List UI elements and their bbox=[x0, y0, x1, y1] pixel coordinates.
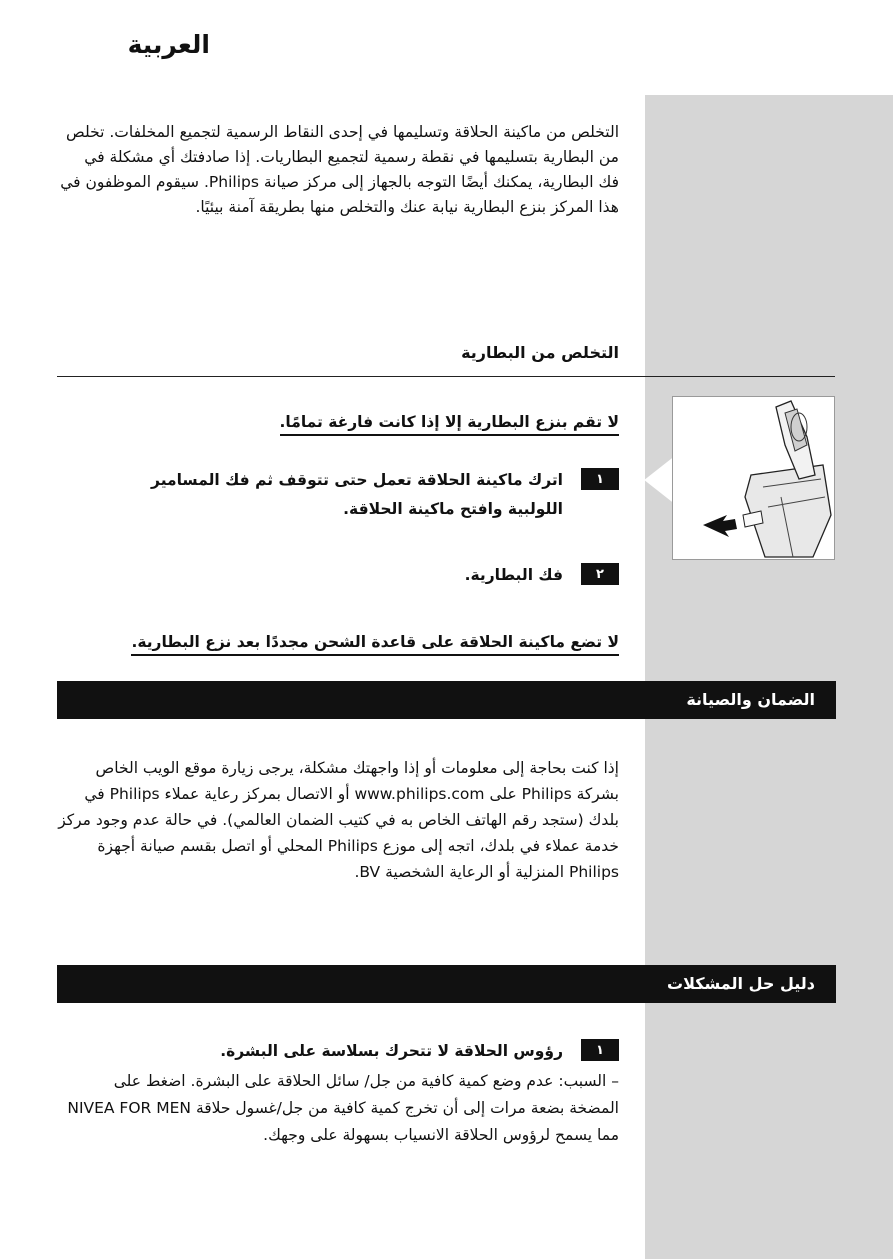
guarantee-section-bar: الضمان والصيانة bbox=[57, 681, 836, 719]
disposal-paragraph: التخلص من ماكينة الحلاقة وتسليمها في إحدى النقاط الرسمية لتجميع المخلفات. تخلص من البطارية بتسليمها في نقطة رسمية لتجميع البطاريات. إذا صادفتك أي مشكلة في فك البطارية، يمكنك أيضًا التوجه بالجهاز إلى مركز صيانة Philips. سيقوم الموظفون في هذا المركز بنزع البطارية نيابة عنك والتخلص منها بطريقة آمنة بيئيًا. bbox=[60, 123, 619, 216]
battery-warning-top: لا تقم بنزع البطارية إلا إذا كانت فارغة تمامًا. bbox=[60, 413, 619, 431]
troubleshooting-section-bar: دليل حل المشكلات bbox=[57, 965, 836, 1003]
section-divider bbox=[57, 376, 835, 377]
shaver-drawing bbox=[673, 397, 834, 559]
troubleshooting-item-1 bbox=[60, 1037, 619, 1066]
side-margin-column bbox=[645, 95, 893, 1259]
problem-cause-text: – السبب: عدم وضع كمية كافية من جل/ سائل الحلاقة على البشرة. اضغط على المضخة بضعة مرات إلى أن تخرج كمية كافية من جل/غسول حلاقة NIVEA FOR MEN مما يسمح لرؤوس الحلاقة الانسياب بسهولة على وجهك. bbox=[67, 1072, 619, 1144]
language-title: العربية bbox=[127, 30, 210, 59]
step-text: اترك ماكينة الحلاقة تعمل حتى تتوقف ثم فك المسامير اللولبية وافتح ماكينة الحلاقة. bbox=[151, 471, 563, 518]
step-number-badge: ١ bbox=[581, 1039, 619, 1061]
problem-title: رؤوس الحلاقة لا تتحرك بسلاسة على البشرة. bbox=[220, 1042, 563, 1060]
step-text: فك البطارية. bbox=[464, 566, 563, 584]
step-number-badge: ٢ bbox=[581, 563, 619, 585]
step-1 bbox=[100, 466, 619, 524]
guarantee-paragraph: إذا كنت بحاجة إلى معلومات أو إذا واجهتك مشكلة، يرجى زيارة موقع الويب الخاص بشركة Philips على www.philips.com أو الاتصال بمركز رعاية عملاء Philips في بلدك (ستجد رقم الهاتف الخاص به في كتيب الضمان العالمي). في حالة عدم وجود مركز خدمة عملاء في بلدك، اتجه إلى موزع Philips المحلي أو اتصل بقسم صيانة أجهزة Philips المنزلية أو الرعاية الشخصية BV. bbox=[58, 759, 619, 881]
callout-pointer bbox=[645, 458, 673, 502]
battery-warning-bottom: لا تضع ماكينة الحلاقة على قاعدة الشحن مجددًا بعد نزع البطارية. bbox=[60, 633, 619, 651]
step-2 bbox=[300, 561, 619, 590]
step-number-badge: ١ bbox=[581, 468, 619, 490]
shaver-battery-illustration bbox=[672, 396, 835, 560]
battery-section-heading: التخلص من البطارية bbox=[461, 343, 619, 362]
